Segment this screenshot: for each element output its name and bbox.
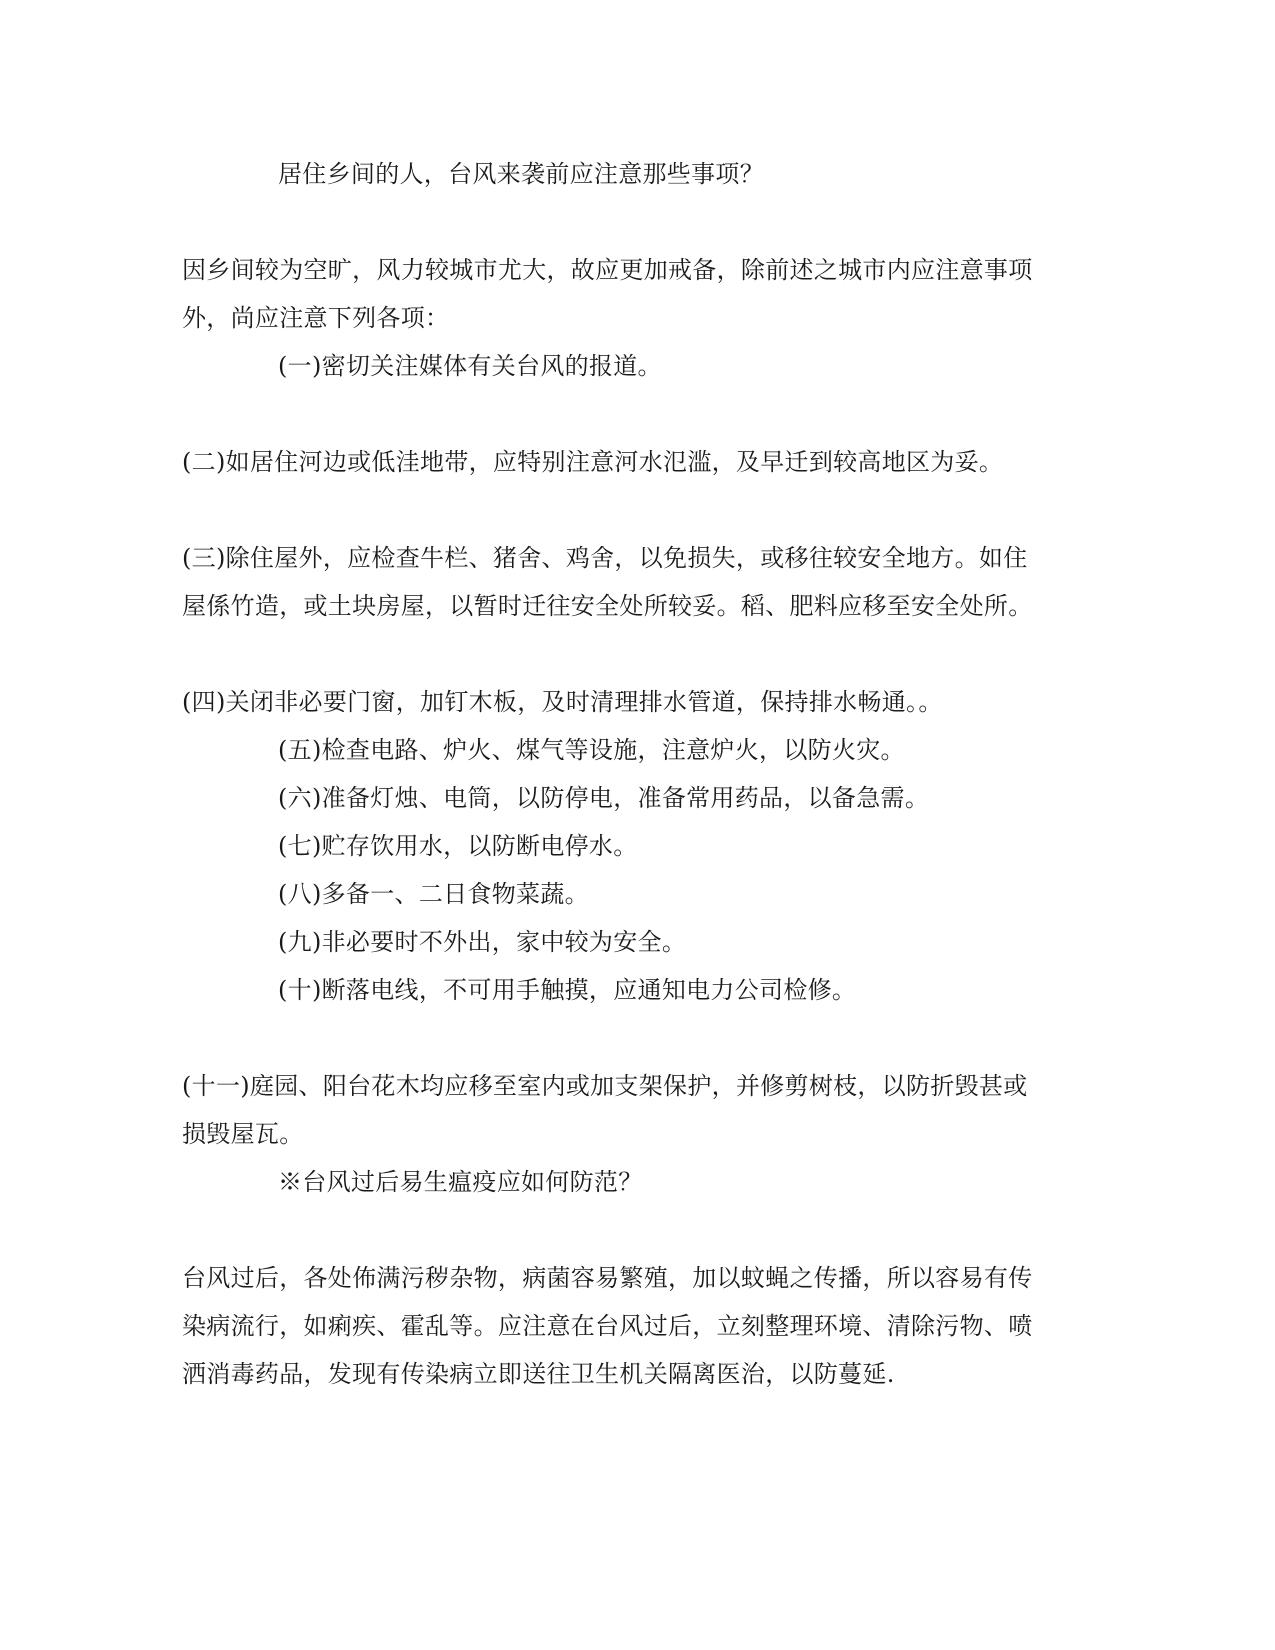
spacer xyxy=(182,1206,1062,1254)
list-item: (三)除住屋外，应检查牛栏、猪舍、鸡舍，以免损失，或移往较安全地方。如住 xyxy=(182,544,1028,572)
spacer xyxy=(182,1014,1062,1062)
list-item: (九)非必要时不外出，家中较为安全。 xyxy=(278,928,687,956)
list-item: (七)贮存饮用水，以防断电停水。 xyxy=(278,832,638,860)
list-item: (一)密切关注媒体有关台风的报道。 xyxy=(278,352,662,380)
list-item: (十一)庭园、阳台花木均应移至室内或加支架保护，并修剪树枝，以防折毁甚或 xyxy=(182,1072,1028,1100)
spacer xyxy=(182,198,1062,246)
closing-paragraph-line: 台风过后，各处佈满污秽杂物，病菌容易繁殖，加以蚊蝇之传播，所以容易有传 xyxy=(182,1264,1033,1292)
list-item: (八)多备一、二日食物菜蔬。 xyxy=(278,880,589,908)
list-item: (二)如居住河边或低洼地带，应特别注意河水氾滥，及早迁到较高地区为妥。 xyxy=(182,448,1004,476)
list-item: (十)断落电线，不可用手触摸，应通知电力公司检修。 xyxy=(278,976,857,1004)
section-heading-rural: 居住乡间的人，台风来袭前应注意那些事项？ xyxy=(278,160,764,188)
closing-paragraph-line: 洒消毒药品，发现有传染病立即送往卫生机关隔离医治，以防蔓延. xyxy=(182,1360,895,1388)
intro-paragraph-line: 因乡间较为空旷，风力较城市尤大，故应更加戒备，除前述之城市内应注意事项 xyxy=(182,256,1033,284)
closing-paragraph-line: 染病流行，如痢疾、霍乱等。应注意在台风过后，立刻整理环境、清除污物、喷 xyxy=(182,1312,1033,1340)
document-page xyxy=(182,150,1062,1398)
list-item-continuation: 损毁屋瓦。 xyxy=(182,1120,304,1148)
spacer xyxy=(182,486,1062,534)
list-item: (四)关闭非必要门窗，加钉木板，及时清理排水管道，保持排水畅通。。 xyxy=(182,688,943,716)
list-item-continuation: 屋係竹造，或土块房屋，以暂时迁往安全处所较妥。稻、肥料应移至安全处所。 xyxy=(182,592,1033,620)
section-heading-epidemic: ※台风过后易生瘟疫应如何防范？ xyxy=(278,1168,643,1196)
list-item: (五)检查电路、炉火、煤气等设施，注意炉火，以防火灾。 xyxy=(278,736,905,764)
spacer xyxy=(182,630,1062,678)
list-item: (六)准备灯烛、电筒，以防停电，准备常用药品，以备急需。 xyxy=(278,784,930,812)
spacer xyxy=(182,390,1062,438)
intro-paragraph-line: 外，尚应注意下列各项： xyxy=(182,304,450,332)
